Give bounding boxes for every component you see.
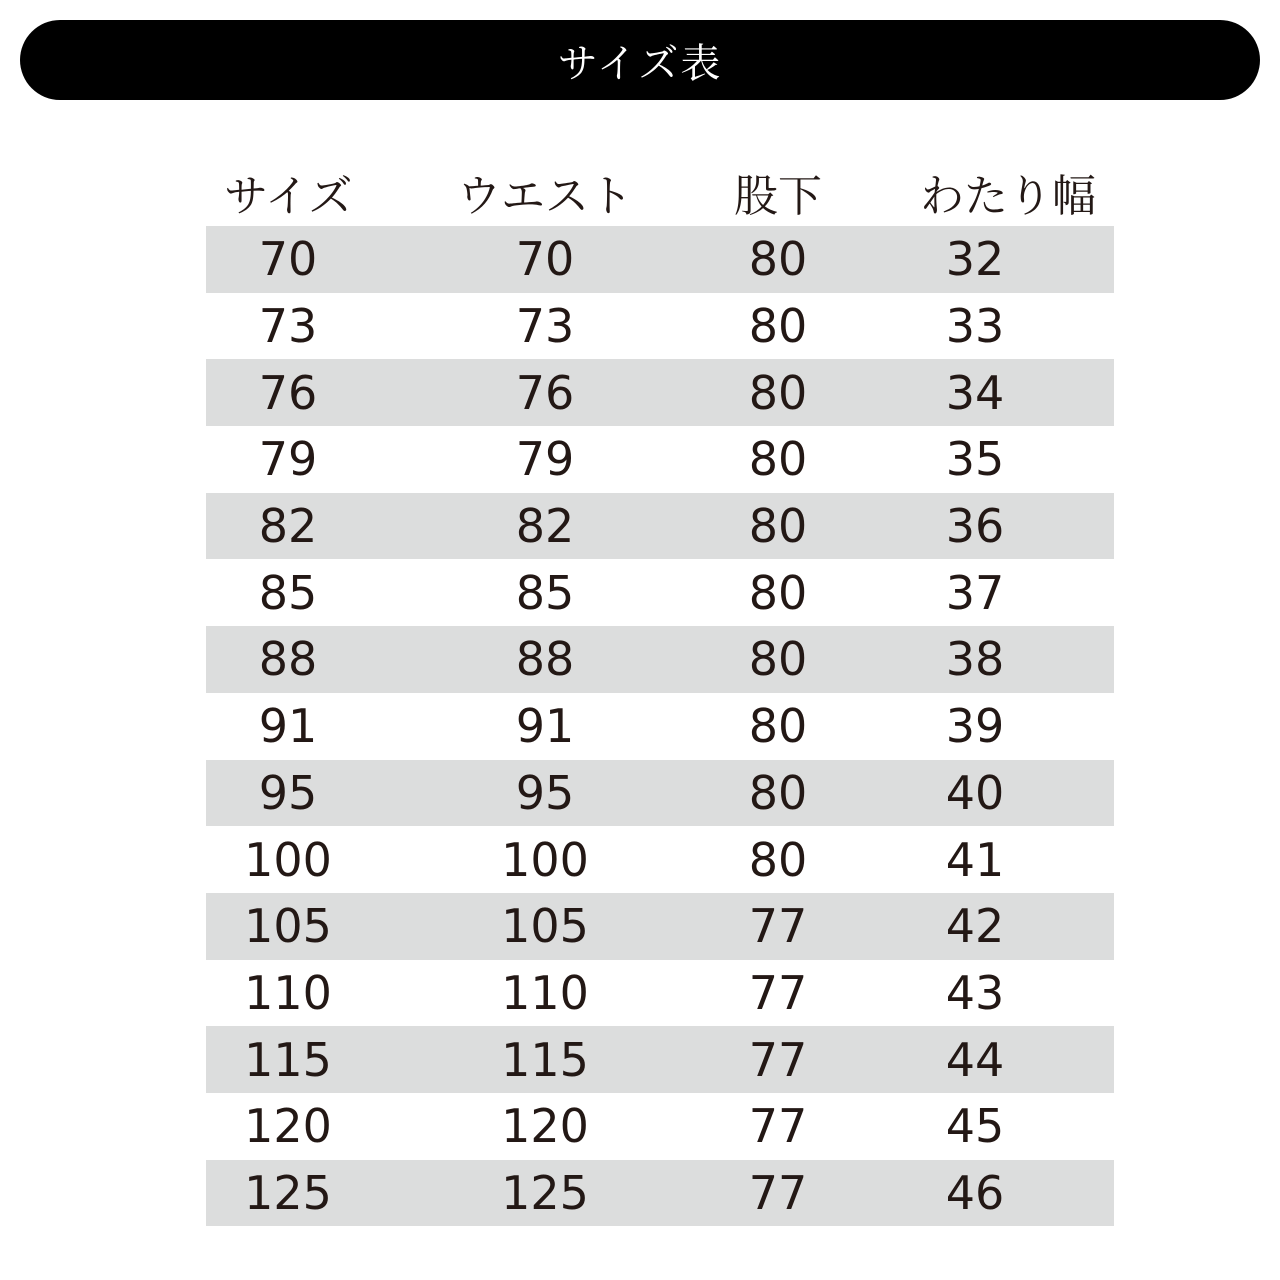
table-row	[206, 760, 1114, 827]
cell-thigh-width: 32	[836, 226, 1114, 293]
table-row	[206, 493, 1114, 560]
cell-inseam: 77	[748, 1099, 808, 1154]
cell-size: 120	[244, 1099, 332, 1154]
cell-waist: 95	[370, 760, 720, 827]
cell-inseam: 80	[748, 832, 808, 887]
title-bar	[20, 20, 1260, 100]
cell-waist: 91	[515, 699, 575, 754]
size-table-header	[206, 158, 1114, 226]
header-size: サイズ	[224, 171, 353, 222]
cell-waist: 125	[370, 1160, 720, 1227]
cell-size: 85	[258, 565, 318, 620]
cell-size: 88	[206, 626, 370, 693]
cell-thigh-width: 41	[945, 832, 1005, 887]
cell-waist: 76	[370, 359, 720, 426]
table-row	[206, 693, 1114, 760]
cell-inseam: 80	[720, 359, 836, 426]
size-table-body	[206, 226, 1114, 1226]
cell-thigh-width: 40	[836, 760, 1114, 827]
cell-size: 70	[206, 226, 370, 293]
cell-inseam: 77	[720, 1026, 836, 1093]
cell-inseam: 80	[748, 565, 808, 620]
size-table	[206, 158, 1114, 1226]
cell-size: 79	[258, 432, 318, 487]
cell-size: 73	[258, 299, 318, 354]
table-row	[206, 1026, 1114, 1093]
cell-waist: 120	[501, 1099, 589, 1154]
cell-waist: 79	[515, 432, 575, 487]
cell-waist: 115	[370, 1026, 720, 1093]
header-waist: ウエスト	[457, 171, 633, 222]
table-row	[206, 1160, 1114, 1227]
cell-waist: 82	[370, 493, 720, 560]
table-row	[206, 426, 1114, 493]
cell-waist: 110	[501, 965, 589, 1020]
cell-thigh-width: 33	[945, 299, 1005, 354]
cell-size: 91	[258, 699, 318, 754]
cell-thigh-width: 38	[836, 626, 1114, 693]
cell-thigh-width: 43	[945, 965, 1005, 1020]
cell-thigh-width: 45	[945, 1099, 1005, 1154]
table-row	[206, 960, 1114, 1027]
cell-inseam: 80	[720, 760, 836, 827]
cell-waist: 85	[515, 565, 575, 620]
cell-size: 125	[206, 1160, 370, 1227]
cell-inseam: 80	[748, 299, 808, 354]
cell-inseam: 80	[748, 432, 808, 487]
table-row	[206, 559, 1114, 626]
cell-thigh-width: 46	[836, 1160, 1114, 1227]
table-row	[206, 293, 1114, 360]
cell-inseam: 77	[720, 1160, 836, 1227]
cell-thigh-width: 42	[836, 893, 1114, 960]
cell-size: 82	[206, 493, 370, 560]
table-row	[206, 359, 1114, 426]
cell-thigh-width: 39	[945, 699, 1005, 754]
page-title: サイズ表	[557, 40, 723, 87]
cell-thigh-width: 35	[945, 432, 1005, 487]
cell-size: 95	[206, 760, 370, 827]
cell-waist: 73	[515, 299, 575, 354]
cell-waist: 88	[370, 626, 720, 693]
cell-inseam: 80	[748, 699, 808, 754]
header-row	[206, 158, 1114, 226]
cell-inseam: 80	[720, 626, 836, 693]
cell-inseam: 77	[720, 893, 836, 960]
cell-inseam: 80	[720, 226, 836, 293]
cell-size: 110	[244, 965, 332, 1020]
table-row	[206, 226, 1114, 293]
cell-size: 76	[206, 359, 370, 426]
cell-thigh-width: 36	[836, 493, 1114, 560]
cell-waist: 105	[370, 893, 720, 960]
table-row	[206, 826, 1114, 893]
cell-waist: 70	[370, 226, 720, 293]
header-thigh-width: わたり幅	[920, 171, 1096, 222]
header-inseam: 股下	[734, 171, 822, 222]
cell-thigh-width: 44	[836, 1026, 1114, 1093]
cell-thigh-width: 37	[945, 565, 1005, 620]
cell-inseam: 80	[720, 493, 836, 560]
cell-size: 100	[244, 832, 332, 887]
cell-inseam: 77	[748, 965, 808, 1020]
table-row	[206, 626, 1114, 693]
cell-size: 115	[206, 1026, 370, 1093]
table-row	[206, 893, 1114, 960]
cell-size: 105	[206, 893, 370, 960]
table-row	[206, 1093, 1114, 1160]
cell-waist: 100	[501, 832, 589, 887]
cell-thigh-width: 34	[836, 359, 1114, 426]
